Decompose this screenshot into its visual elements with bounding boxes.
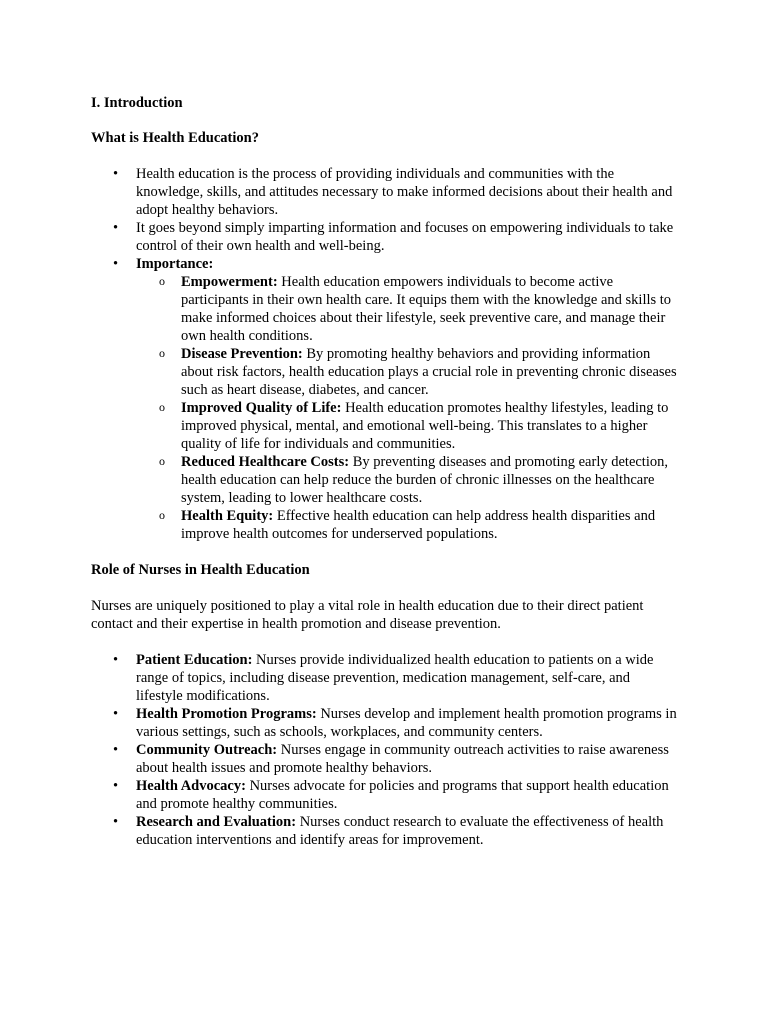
sublist-item [181,345,678,399]
list-item-text: It goes beyond simply imparting information and focuses on empowering individuals to take control of their own health and well-being. [136,220,674,254]
role-paragraph: Nurses are uniquely positioned to play a vital role in health education due to their direct patient contact and their expertise in health promotion and disease prevention. [91,598,644,632]
subheading-what-is-health-education: What is Health Education? [91,130,259,146]
sublist-item-term: Health Equity: [181,508,274,524]
sublist-item [181,273,678,345]
sublist-item-text: Health education empowers individuals to become active participants in their own health care. It equips them with the knowledge and skills to make informed choices about their lifestyle, seek preventive care, and manage their own health conditions. [181,274,672,344]
list-item-text: Nurses develop and implement health promotion programs in various settings, such as schools, workplaces, and community centers. [136,706,677,740]
list-item-term: Health Advocacy: [136,778,246,794]
section-heading-introduction: I. Introduction [91,95,183,111]
list-item-text: Nurses advocate for policies and programs that support health education and promote healthy communities. [136,778,669,812]
list-item [136,741,678,777]
list-item [136,165,678,219]
list-item-text: Nurses engage in community outreach activities to raise awareness about health issues and promote healthy behaviors. [136,742,669,776]
list-item [136,813,678,849]
sublist-item [181,507,678,543]
list-item-term: Patient Education: [136,652,253,668]
list-item [136,705,678,741]
sublist-item-term: Reduced Healthcare Costs: [181,454,350,470]
definition-list [91,165,678,255]
importance-label: Importance: [136,256,214,272]
sublist-item [181,453,678,507]
sublist-item-term: Empowerment: [181,274,278,290]
list-item-term: Community Outreach: [136,742,278,758]
sublist-item-text: Health education promotes healthy lifestyles, leading to improved physical, mental, and emotional well-being. This translates to a higher quality of life for individuals and communities. [181,400,669,452]
list-item-term: Research and Evaluation: [136,814,297,830]
list-item [136,219,678,255]
list-item-text: Nurses conduct research to evaluate the effectiveness of health education interventions and identify areas for improvement. [136,814,664,848]
list-item [136,777,678,813]
sublist-item-text: By promoting healthy behaviors and providing information about risk factors, health education plays a crucial role in preventing chronic diseases such as heart disease, diabetes, and cancer. [181,346,677,398]
sublist-item-term: Improved Quality of Life: [181,400,342,416]
sublist-item-text: By preventing diseases and promoting early detection, health education can help reduce the burden of chronic illnesses on the healthcare system, leading to lower healthcare costs. [181,454,668,506]
sublist-item-text: Effective health education can help address health disparities and improve health outcomes for underserved populations. [181,508,656,542]
importance-sublist [136,273,678,543]
list-item-text: Health education is the process of providing individuals and communities with the knowledge, skills, and attitudes necessary to make informed decisions about their health and adopt healthy behaviors. [136,166,673,218]
importance-list [91,255,678,543]
subheading-role-of-nurses: Role of Nurses in Health Education [91,562,310,578]
list-item-text: Nurses provide individualized health education to patients on a wide range of topics, including disease prevention, medication management, self-care, and lifestyle modifications. [136,652,654,704]
sublist-item-term: Disease Prevention: [181,346,303,362]
sublist-item [181,399,678,453]
list-item-importance [136,255,678,543]
role-list [91,651,678,849]
list-item [136,651,678,705]
list-item-term: Health Promotion Programs: [136,706,317,722]
